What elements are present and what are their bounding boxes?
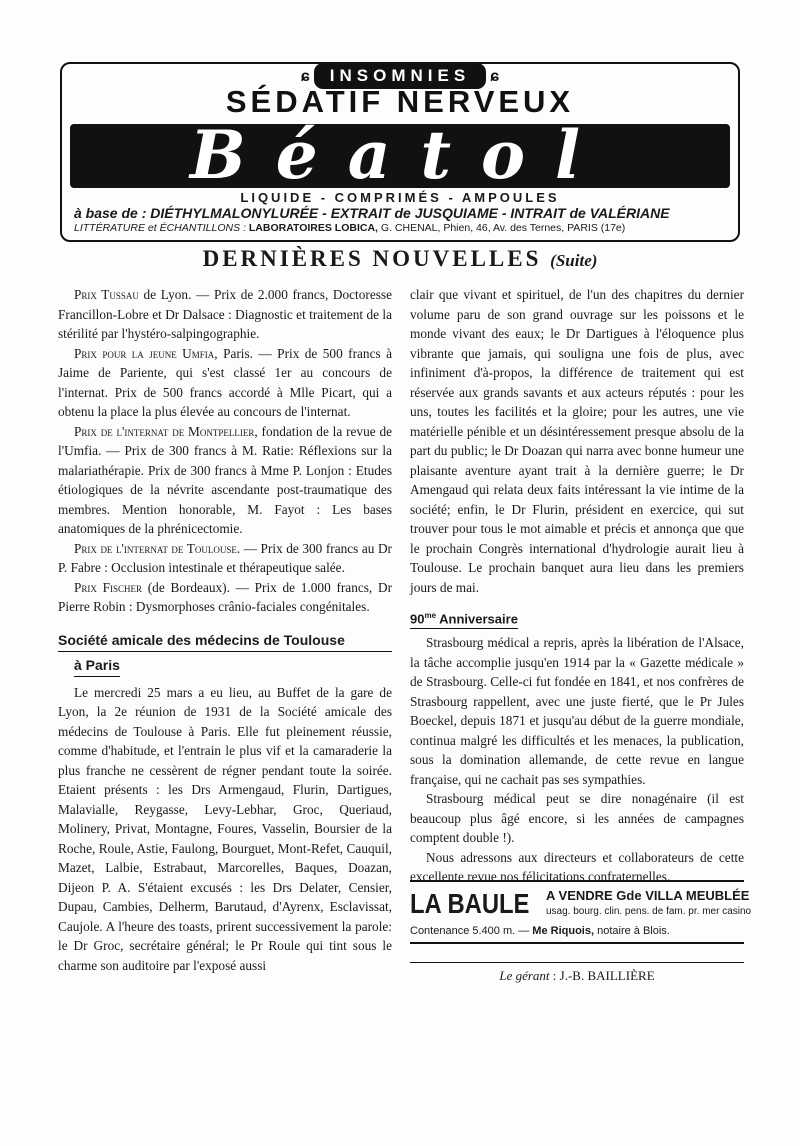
villa-usage: usag. bourg. clin. pens. de fam. pr. mer casino — [546, 906, 752, 917]
gerant-name: J.-B. BAILLIÈRE — [559, 968, 655, 983]
congratulations-paragraph: Nous adressons aux directeurs et collaborateurs de cette excellente revue nos félicitations confraternelles. — [410, 849, 744, 885]
left-column — [58, 285, 392, 975]
anniversary-paragraph: Strasbourg médical a repris, après la libération de l'Alsace, la tâche accomplie jusqu'en 1914 par la « Gazette médicale » de Strasbourg. Celle-ci fut fondée en 1841, et nos confrères de Strasbourg rappellent, avec une juste fierté, que le Pr Jules Boeckel, depuis 1871 et jusqu'au début de la guerre mondiale, continua malgré les difficultés et les menaces, la publication, sous la domination allemande, de cette revue en langue française, qui ne cachait pas ses sympathies. — [410, 635, 744, 787]
notary-name: Me Riquois, — [532, 925, 595, 937]
nonagenarian-paragraph: Strasbourg médical peut se dire nonagénaire (il est beaucoup plus âgé encore, si les années de campagnes comptent double !). — [410, 791, 744, 846]
page-title — [0, 246, 800, 272]
prize-tussau — [58, 285, 392, 344]
prize-fischer — [58, 578, 392, 617]
swirl-left-ornament: ɕ — [300, 68, 310, 85]
prize-heading: Prix Tussau — [74, 287, 139, 302]
anniversary-suffix: me — [424, 611, 437, 620]
la-baule-title: LA BAULE — [410, 888, 530, 919]
composition-line: à base de : DIÉTHYLMALONYLURÉE - EXTRAIT de JUSQUIAME - INTRAIT de VALÉRIANE — [74, 205, 670, 221]
prize-heading: Prix pour la jeune Umfia — [74, 345, 215, 361]
literature-label: LITTÉRATURE et ÉCHANTILLONS : — [74, 222, 246, 234]
prize-montpellier — [58, 422, 392, 539]
headline-suite: (Suite) — [550, 251, 598, 270]
villa-contact — [410, 925, 670, 937]
section-subtitle: à Paris — [74, 656, 120, 677]
brand-bar — [70, 116, 730, 194]
headline-title: DERNIÈRES NOUVELLES — [202, 246, 542, 271]
brand-logo: Béatol — [189, 116, 611, 194]
anniversary-heading — [410, 607, 518, 629]
divider — [410, 962, 744, 963]
villa-size: Contenance 5.400 m. — — [410, 925, 533, 937]
beatol-advertisement — [60, 62, 740, 242]
society-report: Le mercredi 25 mars a eu lieu, au Buffet de la gare de Lyon, la 2e réunion de 1931 de la Société amicale des médecins de Toulouse à Paris. Elle fut pleinement réussie, comme d'habitude, et l'entrain le plus vif et la camaraderie la plus franche ne cessèrent de régner pendant toute la soirée. Etaient présents : les Drs Armengaud, Flurin, Dartigues, Malavialle, Reygasse, Levy-Lebhar, Groc, Queriaud, Molinery, Privat, Montagne, Foures, Vasselin, Boursier de la Roche, Roule, Astie, Faulong, Bourguet, Mont-Refet, Cauquil, Mazet, Lalbie, Estrabaut, Marcorelles, Baques, Doazan, Dijeon P. A. S'étaient excusés : les Drs Delater, Censier, Dupau, Cambies, Delherm, Barutaud, d'Ayrenx, Esclavissat, Caujole. A l'heure des toasts, prirent successivement la parole: le Dr Groc, secrétaire général; le Pr Roule qui tint sous le charme son auditoire par l'exposé aussi — [58, 684, 392, 973]
literature-line — [74, 222, 730, 234]
product-forms: LIQUIDE - COMPRIMÉS - AMPOULES — [240, 190, 560, 205]
prize-umfia — [58, 344, 392, 422]
laboratory-address: G. CHENAL, Phien, 46, Av. des Ternes, PARIS (17e) — [380, 222, 626, 234]
prize-text: . — Prix de 300 francs au Dr P. Fabre : Occlusion intestinale et thérapeutique salée. — [58, 540, 392, 575]
anniversary-word: Anniversaire — [436, 611, 518, 627]
society-report-continued: clair que vivant et spirituel, de l'un des chapitres du dernier volume paru de son grand ouvrage sur les poissons et le monde vivant des eaux; le Dr Dartigues à l'éloquence plus vibrante que jamais, qui souligna une fois de plus, avec infiniment d'à-propos, la différence de traitement qui est réservée aux grands savants et aux acteurs réputés : pour les uns, toutes les facilités et la gloire; pour les autres, une vie matérielle pénible et un désintéressement presque absolu de la part du public; le Dr Doazan qui narra avec bonne humeur une plaisante aventure ayant trait à la dernière guerre; le Dr Amengaud qui relata deux faits intéressant la vie intime de la société; enfin, le Dr Flurin, président en exercice, qui sut trouver pour tous le mot aimable et précis et annonça que que le prochain Congrès international d'hydrologie aurait lieu à Toulouse. Le prochain banquet aura lieu dans les premiers jours de mai. — [410, 287, 744, 595]
gerant-line — [410, 968, 744, 984]
prize-text: , Paris. — Prix de 500 francs à Jaime de Pariente, qui s'est classé 1er au concours de l'internat. Prix de 500 francs accordé à Mlle Picart, qui a obtenu la place la plus élevée au concours de l'internat. — [58, 345, 392, 419]
sedatif-heading: SÉDATIF NERVEUX — [225, 84, 575, 119]
swirl-right-ornament: ɕ — [490, 68, 500, 85]
la-baule-classified-ad — [410, 880, 752, 944]
prize-heading: Prix Fischer — [74, 579, 143, 595]
gerant-separator: : — [549, 968, 560, 983]
laboratory-name: LABORATOIRES LOBICA, — [248, 222, 378, 234]
prize-heading: Prix de l'internat de Montpellier — [74, 423, 255, 439]
prize-toulouse — [58, 539, 392, 578]
notary-location: notaire à Blois. — [594, 925, 670, 937]
villa-for-sale: A VENDRE Gde VILLA MEUBLÉE — [546, 888, 750, 903]
prize-text: , fondation de la revue de l'Umfia. — Prix de 300 francs à M. Ratie: Réflexions sur la malariathérapie. Prix de 300 francs à Mme P. Lonjon : Etudes étiologiques de la névrite ascendante post-traumatique des membres. Mention honorable, M. Fayot : Les bases anatomiques de la phrénicectomie. — [58, 423, 392, 536]
anniversary-number: 90 — [410, 611, 425, 627]
gerant-label: Le gérant — [499, 968, 550, 983]
prize-heading: Prix de l'internat de Toulouse — [74, 540, 237, 556]
insomnies-label: INSOMNIES — [314, 63, 486, 89]
right-column — [410, 285, 744, 887]
section-title: Société amicale des médecins de Toulouse — [58, 631, 392, 652]
prize-text: de Lyon. — Prix de 2.000 francs, Doctoresse Francillon-Lobre et Dr Dalsace : Diagnostic et traitement de la stérilité par l'hystéro-salpingographie. — [58, 287, 392, 341]
prize-text: (de Bordeaux). — Prix de 1.000 francs, Dr Pierre Robin : Dysmorphoses crânio-faciales congénitales. — [58, 579, 392, 614]
